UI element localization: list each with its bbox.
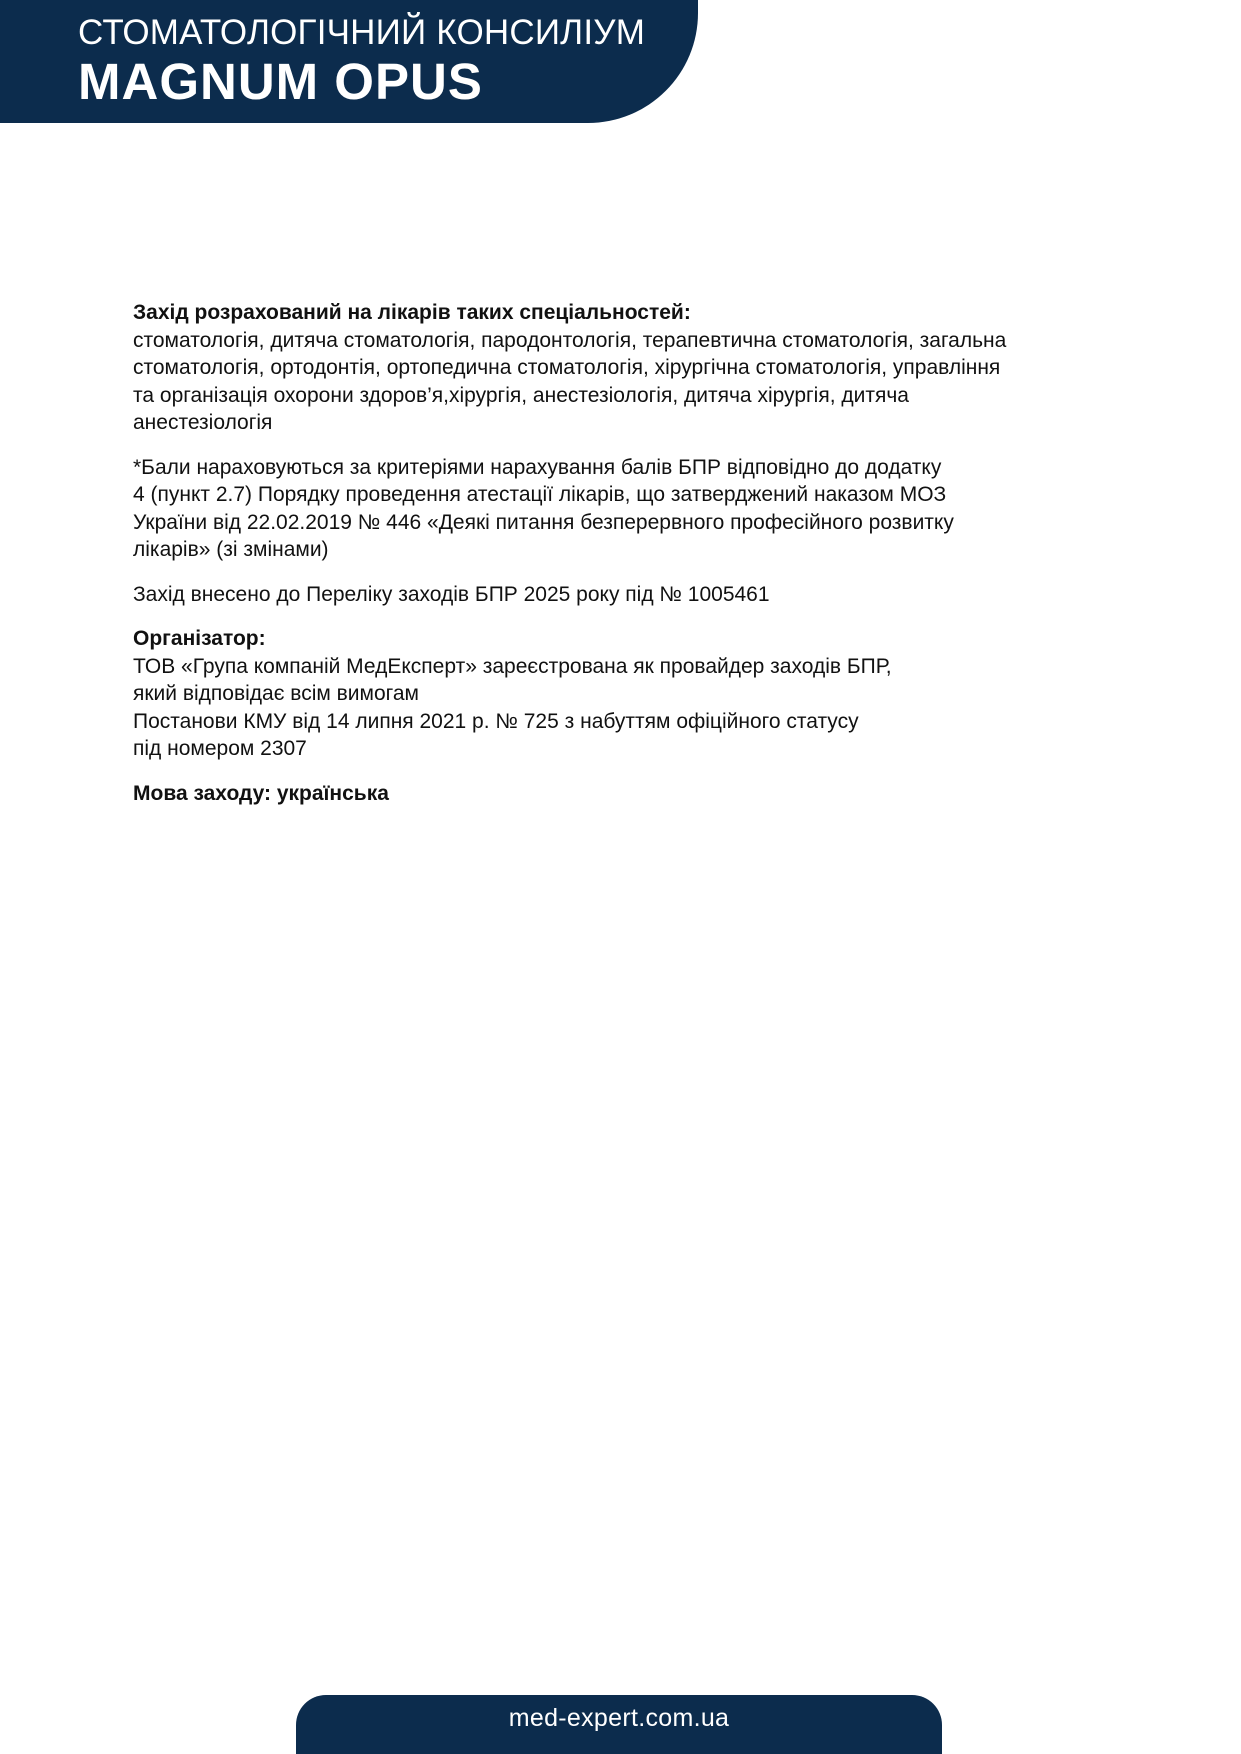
header-banner [0,0,698,123]
language-section [133,780,1093,808]
document-body [133,299,1093,824]
audience-line: та організація охорони здоров’я,хірургія, анестезіологія, дитяча хірургія, дитяча [133,383,909,407]
audience-line: анестезіологія [133,411,273,434]
audience-heading: Захід розрахований на лікарів таких спеціальностей: [133,301,691,324]
audience-section [133,299,1093,437]
organizer-line: Постанови КМУ від 14 липня 2021 р. № 725 з набуттям офіційного статусу [133,709,859,733]
points-note-line: *Бали нараховуються за критеріями нарахування балів БПР відповідно до додатку [133,455,942,479]
points-note-section [133,454,1093,564]
registry-section [133,581,1093,609]
header-title: MAGNUM OPUS [78,53,483,110]
organizer-heading: Організатор: [133,627,266,650]
organizer-line: який відповідає всім вимогам [133,682,419,705]
audience-line: стоматологія, ортодонтія, ортопедична стоматологія, хірургічна стоматологія, управління [133,356,1001,379]
organizer-section [133,625,1093,763]
organizer-line: ТОВ «Група компаній МедЕксперт» зареєстрована як провайдер заходів БПР, [133,654,892,678]
audience-line: стоматологія, дитяча стоматологія, пародонтологія, терапевтична стоматологія, загальна [133,328,1007,352]
footer-bar [296,1695,942,1754]
website-link[interactable]: med-expert.com.ua [508,1704,730,1732]
points-note-line: лікарів» (зі змінами) [133,538,329,561]
points-note-line: України від 22.02.2019 № 446 «Деякі питання безперервного професійного розвитку [133,510,954,534]
header-subtitle: СТОМАТОЛОГІЧНИЙ КОНСИЛІУМ [78,13,646,52]
registry-text: Захід внесено до Переліку заходів БПР 2025 року під № 1005461 [133,582,770,606]
points-note-line: 4 (пункт 2.7) Порядку проведення атестації лікарів, що затверджений наказом МОЗ [133,483,947,506]
language-text: Мова заходу: українська [133,781,389,805]
organizer-line: під номером 2307 [133,737,307,760]
